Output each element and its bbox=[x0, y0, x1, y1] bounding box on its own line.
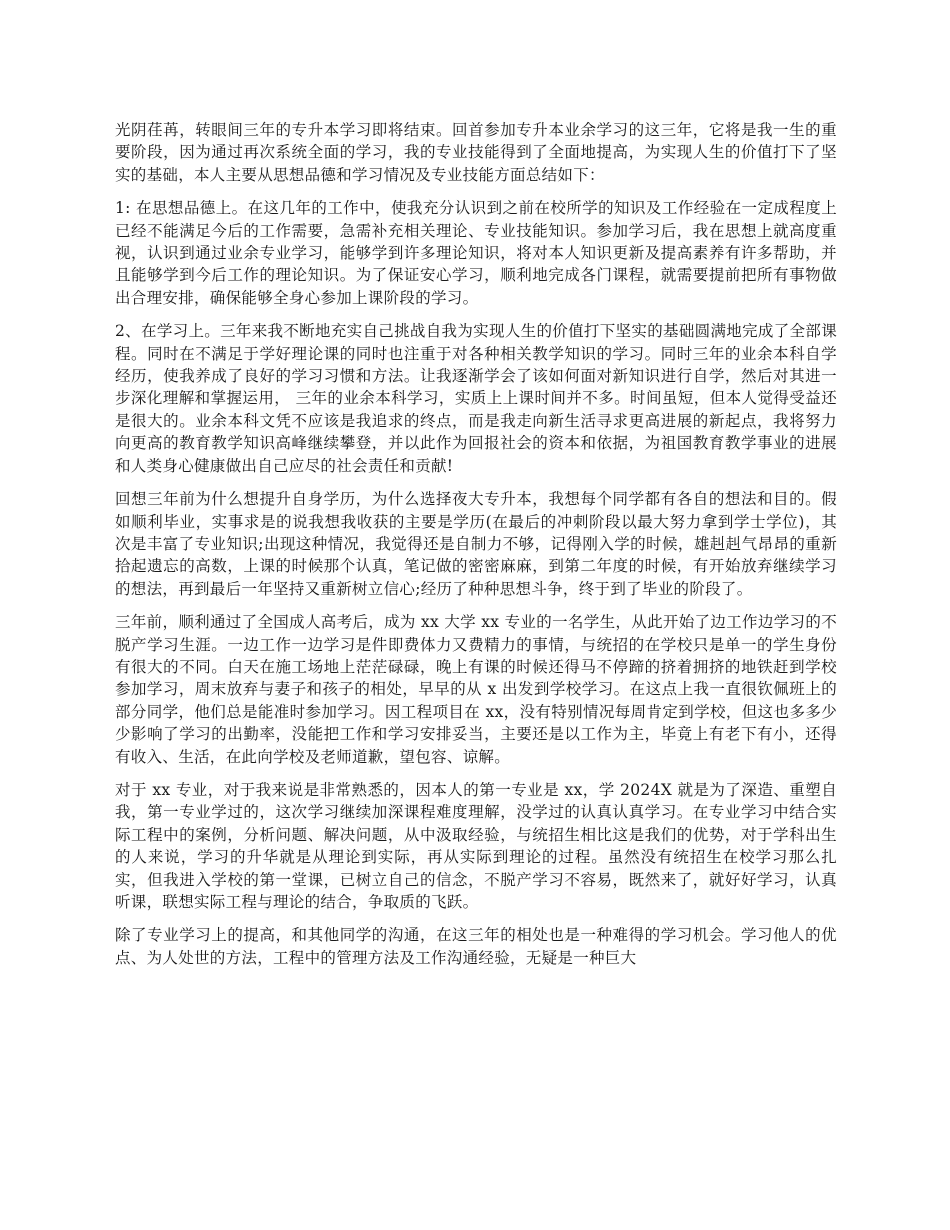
paragraph-reflection: 回想三年前为什么想提升自身学历，为什么选择夜大专升本，我想每个同学都有各自的想法和目的。假如顺利毕业，实事求是的说我想我收获的主要是学历(在最后的冲刺阶段以最大努力拿到学士学位)，其次是丰富了专业知识;出现这种情况，我觉得还是自制力不够，记得刚入学的时候，雄赳赳气昂昂的重新拾起遗忘的高数，上课的时候那个认真，笔记做的密密麻麻，到第二年度的时候，有开始放弃继续学习的想法，再到最后一年坚持又重新树立信心;经历了种种思想斗争，终于到了毕业的阶段了。 bbox=[115, 490, 837, 598]
paragraph-intro: 光阴荏苒，转眼间三年的专升本学习即将结束。回首参加专升本业余学习的这三年，它将是我一生的重要阶段，因为通过再次系统全面的学习，我的专业技能得到了全面地提高，为实现人生的价值打下了坚实的基础，本人主要从思想品德和学习情况及专业技能方面总结如下： bbox=[115, 121, 837, 184]
paragraph-moral-character: 1: 在思想品德上。在这几年的工作中，使我充分认识到之前在校所学的知识及工作经验在一定成程度上已经不能满足今后的工作需要，急需补充相关理论、专业技能知识。参加学习后，我在思想上就高度重视，认识到通过业余专业学习，能够学到许多理论知识，将对本人知识更新及提高素养有许多帮助，并且能够学到今后工作的理论知识。为了保证安心学习，顺利地完成各门课程，就需要提前把所有事物做出合理安排，确保能够全身心参加上课阶段的学习。 bbox=[115, 199, 837, 307]
document-body bbox=[115, 119, 837, 980]
paragraph-work-study-balance: 三年前，顺利通过了全国成人高考后，成为 xx 大学 xx 专业的一名学生，从此开始了边工作边学习的不脱产学习生涯。一边工作一边学习是件即费体力又费精力的事情，与统招的在学校只是单一的学生身份有很大的不同。白天在施工场地上茫茫碌碌，晚上有课的时候还得马不停蹄的挤着拥挤的地铁赶到学校参加学习，周末放弃与妻子和孩子的相处，早早的从 x 出发到学校学习。在这点上我一直很钦佩班上的部分同学，他们总是能准时参加学习。因工程项目在 xx，没有特别情况每周肯定到学校，但这也多多少少影响了学习的出勤率，没能把工作和学习安排妥当，主要还是以工作为主，毕竟上有老下有小，还得有收入、生活，在此向学校及老师道歉，望包容、谅解。 bbox=[115, 613, 837, 766]
paragraph-study: 2、在学习上。三年来我不断地充实自己挑战自我为实现人生的价值打下坚实的基础圆满地完成了全部课程。同时在不满足于学好理论课的同时也注重于对各种相关教学知识的学习。同时三年的业余本科自学经历，使我养成了良好的学习习惯和方法。让我逐渐学会了该如何面对新知识进行自学，然后对其进一步深化理解和掌握运用， 三年的业余本科学习，实质上上课时间并不多。时间虽短，但本人觉得受益还是很大的。业余本科文凭不应该是我追求的终点，而是我走向新生活寻求更高进展的新起点，我将努力向更高的教育教学知识高峰继续攀登，并以此作为回报社会的资本和依据，为祖国教育教学事业的进展和人类身心健康做出自己应尽的社会责任和贡献! bbox=[115, 322, 837, 475]
paragraph-classmates: 除了专业学习上的提高，和其他同学的沟通，在这三年的相处也是一种难得的学习机会。学习他人的优点、为人处世的方法，工程中的管理方法及工作沟通经验，无疑是一种巨大 bbox=[115, 926, 837, 967]
paragraph-major: 对于 xx 专业，对于我来说是非常熟悉的，因本人的第一专业是 xx，学 2024X 就是为了深造、重塑自我，第一专业学过的，这次学习继续加深课程难度理解，没学过的认真认真学习。在专业学习中结合实际工程中的案例，分析问题、解决问题，从中汲取经验，与统招生相比这是我们的优势，对于学科出生的人来说，学习的升华就是从理论到实际，再从实际到理论的过程。虽然没有统招生在校学习那么扎实，但我进入学校的第一堂课，已树立自己的信念，不脱产学习不容易，既然来了，就好好学习，认真听课，联想实际工程与理论的结合，争取质的飞跃。 bbox=[115, 780, 837, 911]
